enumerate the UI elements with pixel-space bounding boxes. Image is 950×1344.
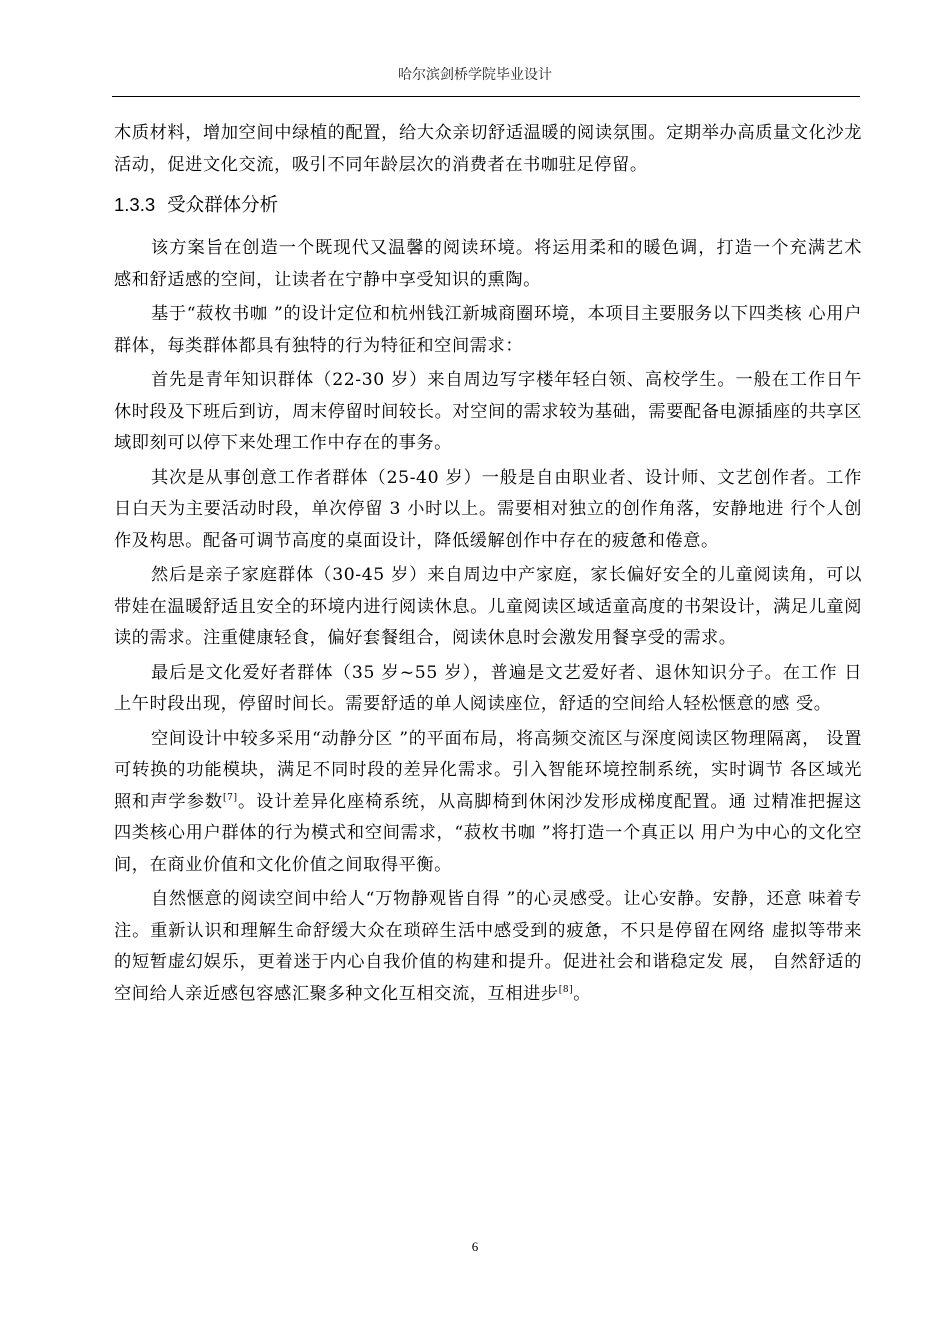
page-body xyxy=(114,118,862,1010)
paragraph-space-design-part1: 空间设计中较多采用“动静分区 ”的平面布局，将高频交流区与深度阅读区物理隔离， 设置可转换的功能模块，满足不同时段的差异化需求。引入智能环境控制系统，实时调节 各区域光照和声学参数 xyxy=(114,728,862,812)
paragraph-culture-group: 最后是文化爱好者群体（35 岁~55 岁），普遍是文艺爱好者、退休知识分子。在工作 日上午时段出现，停留时间长。需要舒适的单人阅读座位，舒适的空间给人轻松惬意的感 受。 xyxy=(114,662,862,714)
page-header: 哈尔滨剑桥学院毕业设计 xyxy=(398,67,552,83)
header-rule xyxy=(112,96,860,97)
paragraph-conclusion-part2: 。 xyxy=(573,983,592,1004)
citation-7: [7] xyxy=(223,792,238,803)
citation-8: [8] xyxy=(558,984,574,995)
section-heading xyxy=(114,191,862,220)
paragraph-young-group: 首先是青年知识群体（22-30 岁）来自周边写字楼年轻白领、高校学生。一般在工作日午休时段及下班后到访，周末停留时间较长。对空间的需求较为基础，需要配备电源插座的共享区域即刻可以停下来处理工作中存在的事务。 xyxy=(114,370,862,453)
section-title: 受众群体分析 xyxy=(167,195,279,216)
paragraph-space-design xyxy=(114,724,862,882)
paragraph-space-design-part2: 。设计差异化座椅系统，从高脚椅到休闲沙发形成梯度配置。通 过精准把握这四类核心用户群体的行为模式和空间需求，“菽枚书咖 ”将打造一个真正以 用户为中心的文化空间，在商业价值和文化价值之间取得平衡。 xyxy=(114,791,862,875)
paragraph-positioning: 基于“菽枚书咖 ”的设计定位和杭州钱江新城商圈环境，本项目主要服务以下四类核 心用户群体，每类群体都具有独特的行为特征和空间需求： xyxy=(114,304,862,356)
paragraph-conclusion-part1: 自然惬意的阅读空间中给人“万物静观皆自得 ”的心灵感受。让心安静。安静，还意 味着专注。重新认识和理解生命舒缓大众在琐碎生活中感受到的疲惫，不只是停留在网络 虚拟等带来的短暂虚幻娱乐，更着迷于内心自我价值的构建和提升。促进社会和谐稳定发 展， 自然舒适的空间给人亲近感包容感汇聚多种文化互相交流，互相进步 xyxy=(114,889,862,1004)
paragraph-family-group: 然后是亲子家庭群体（30-45 岁）来自周边中产家庭，家长偏好安全的儿童阅读角，可以带娃在温暖舒适且安全的环境内进行阅读休息。儿童阅读区域适童高度的书架设计，满足儿童阅读的需求。注重健康轻食，偏好套餐组合，阅读休息时会激发用餐享受的需求。 xyxy=(114,565,862,648)
paragraph-creative-group: 其次是从事创意工作者群体（25-40 岁）一般是自由职业者、设计师、文艺创作者。工作日白天为主要活动时段，单次停留 3 小时以上。需要相对独立的创作角落，安静地进 行个人创作及构思。配备可调节高度的桌面设计，降低缓解创作中存在的疲惫和倦意。 xyxy=(114,467,862,551)
paragraph-conclusion xyxy=(114,884,862,1010)
paragraph-continued: 木质材料，增加空间中绿植的配置，给大众亲切舒适温暖的阅读氛围。定期举办高质量文化沙龙活动，促进文化交流，吸引不同年龄层次的消费者在书咖驻足停留。 xyxy=(114,123,862,175)
section-number: 1.3.3 xyxy=(114,194,156,215)
page-number: 6 xyxy=(471,1239,479,1254)
paragraph-intro: 该方案旨在创造一个既现代又温馨的阅读环境。将运用柔和的暖色调，打造一个充满艺术感和舒适感的空间，让读者在宁静中享受知识的熏陶。 xyxy=(114,238,862,290)
